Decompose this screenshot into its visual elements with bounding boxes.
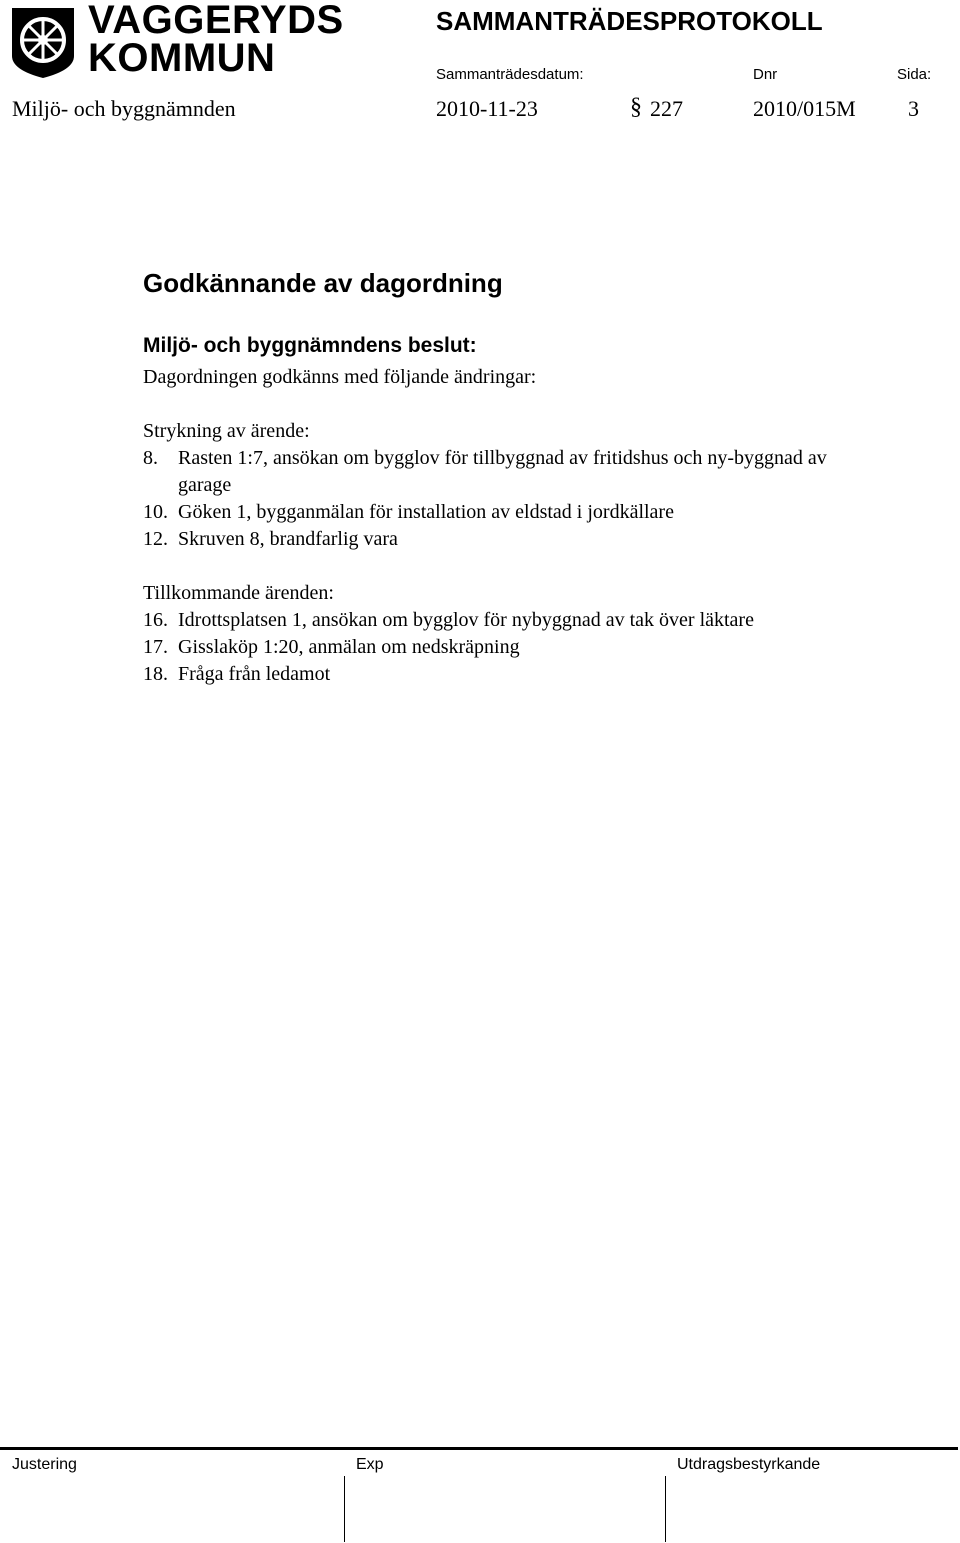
page-number: 3 xyxy=(908,96,919,121)
item-text: Gisslaköp 1:20, anmälan om nedskräpning xyxy=(178,636,520,658)
org-name-line1: VAGGERYDS xyxy=(88,0,344,42)
footer-exp-label: Exp xyxy=(356,1456,384,1473)
decision-text: Dagordningen godkänns med följande ändringar: xyxy=(143,366,537,388)
municipality-emblem-icon xyxy=(8,4,78,80)
paragraph-number: 227 xyxy=(650,96,683,121)
list-item xyxy=(143,661,883,688)
footer-justering-label: Justering xyxy=(12,1456,77,1473)
dnr-value: 2010/015M xyxy=(753,96,856,121)
item-text: Rasten 1:7, ansökan om bygglov för tillbyggnad av fritidshus och ny-byggnad av garage xyxy=(178,447,827,496)
item-text: Skruven 8, brandfarlig vara xyxy=(178,528,398,550)
footer-separator xyxy=(344,1476,345,1542)
list-item xyxy=(143,634,883,661)
item-number: 18. xyxy=(143,663,168,685)
strike-heading: Strykning av ärende: xyxy=(143,420,310,442)
footer-utdrag-label: Utdragsbestyrkande xyxy=(677,1456,821,1473)
committee-name: Miljö- och byggnämnden xyxy=(12,96,236,121)
footer-divider xyxy=(0,1447,958,1450)
document-type-title: SAMMANTRÄDESPROTOKOLL xyxy=(436,6,823,36)
item-text: Idrottsplatsen 1, ansökan om bygglov för nybyggnad av tak över läktare xyxy=(178,609,754,631)
list-item xyxy=(143,499,863,526)
item-text: Fråga från ledamot xyxy=(178,663,331,685)
list-item xyxy=(143,445,863,499)
item-number: 16. xyxy=(143,609,168,631)
strike-list xyxy=(143,445,863,553)
item-number: 12. xyxy=(143,528,168,550)
section-title: Godkännande av dagordning xyxy=(143,268,503,298)
item-number: 17. xyxy=(143,636,168,658)
list-item xyxy=(143,526,863,553)
paragraph-sign: § xyxy=(630,94,642,120)
item-number: 10. xyxy=(143,501,168,523)
footer-separator xyxy=(665,1476,666,1542)
org-name-line2: KOMMUN xyxy=(88,36,276,80)
meeting-date-value: 2010-11-23 xyxy=(436,96,538,121)
meeting-date-label: Sammanträdesdatum: xyxy=(436,66,584,83)
item-text: Göken 1, bygganmälan för installation av eldstad i jordkällare xyxy=(178,501,674,523)
page-label: Sida: xyxy=(897,66,932,83)
added-heading: Tillkommande ärenden: xyxy=(143,582,334,604)
list-item xyxy=(143,607,883,634)
added-list xyxy=(143,607,883,688)
item-number: 8. xyxy=(143,447,158,469)
dnr-label: Dnr xyxy=(753,66,778,83)
decision-heading: Miljö- och byggnämndens beslut: xyxy=(143,334,477,357)
